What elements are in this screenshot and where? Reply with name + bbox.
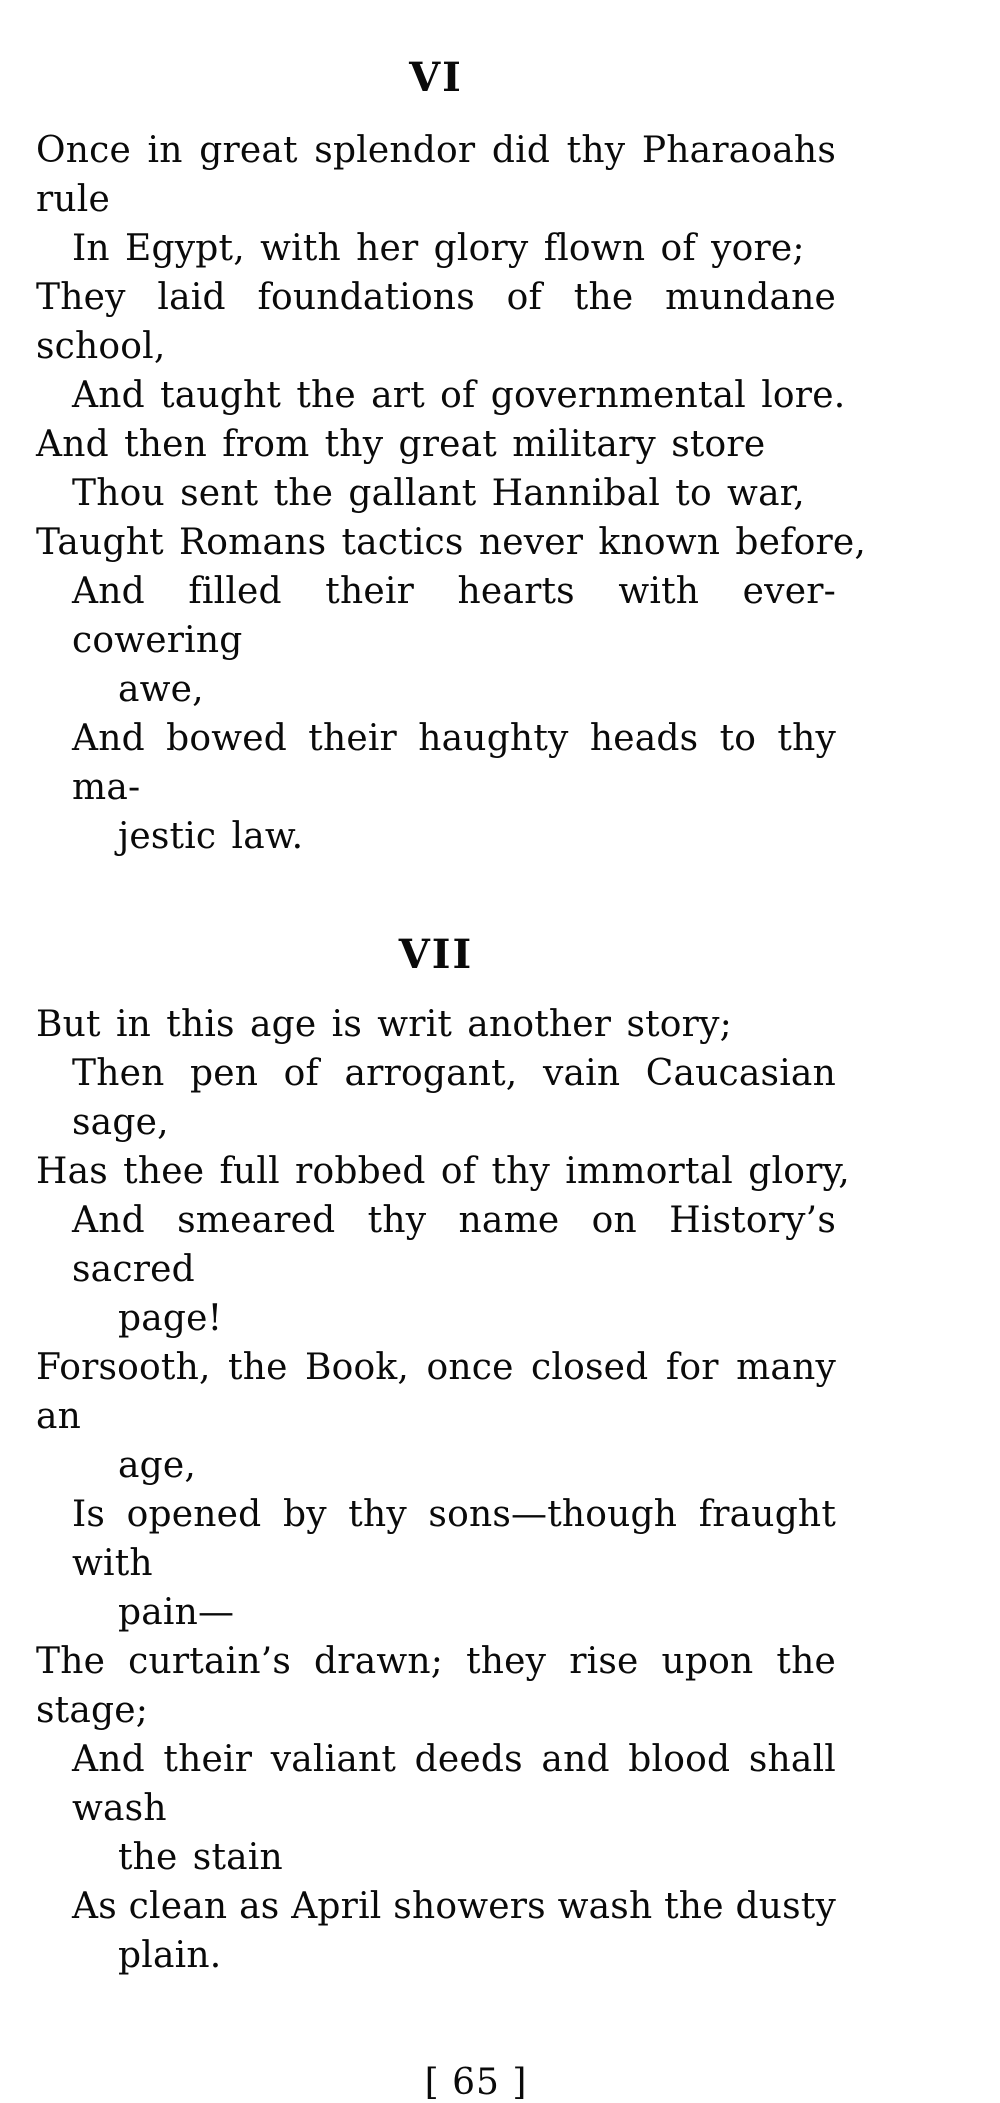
poem-line: Forsooth, the Book, once closed for many an xyxy=(36,1347,836,1437)
page-number: [ 65 ] xyxy=(424,2062,528,2103)
poem-line: Is opened by thy sons—though fraught with xyxy=(72,1494,836,1584)
poem-line: And smeared thy name on History’s sacred xyxy=(72,1200,836,1290)
poem-line: the stain xyxy=(118,1837,283,1878)
stanza-7-numeral: VII xyxy=(398,931,474,978)
poem-line: But in this age is writ another story; xyxy=(36,1004,732,1045)
poem-line: Thou sent the gallant Hannibal to war, xyxy=(72,473,805,514)
poem-line: Then pen of arrogant, vain Caucasian sage, xyxy=(72,1053,836,1143)
stanza-6-numeral: VI xyxy=(409,54,463,101)
poem-line: The curtain’s drawn; they rise upon the stage; xyxy=(36,1641,836,1731)
poem-line: plain. xyxy=(118,1935,222,1976)
poem-line: And taught the art of governmental lore. xyxy=(72,375,846,416)
poem-line: Has thee full robbed of thy immortal glory, xyxy=(36,1151,850,1192)
poem-line: And then from thy great military store xyxy=(36,424,766,465)
poem-line: pain— xyxy=(118,1592,235,1633)
stanza-7 xyxy=(36,1000,850,1980)
poem-line: In Egypt, with her glory flown of yore; xyxy=(72,228,805,269)
poem-line: As clean as April showers wash the dusty xyxy=(72,1886,836,1927)
poem-line: age, xyxy=(118,1445,197,1486)
poem-line: page! xyxy=(118,1298,223,1339)
poem-line: And filled their hearts with ever-cowering xyxy=(72,571,836,661)
poem-line: And their valiant deeds and blood shall wash xyxy=(72,1739,836,1829)
book-page xyxy=(36,0,867,2103)
stanza-6 xyxy=(36,126,867,861)
poem-line: Once in great splendor did thy Pharaoahs rule xyxy=(36,130,836,220)
poem-line: jestic law. xyxy=(118,816,304,857)
poem-line: And bowed their haughty heads to thy ma- xyxy=(72,718,836,808)
poem-line: awe, xyxy=(118,669,204,710)
poem-line: Taught Romans tactics never known before, xyxy=(36,522,867,563)
poem-line: They laid foundations of the mundane school, xyxy=(36,277,836,367)
